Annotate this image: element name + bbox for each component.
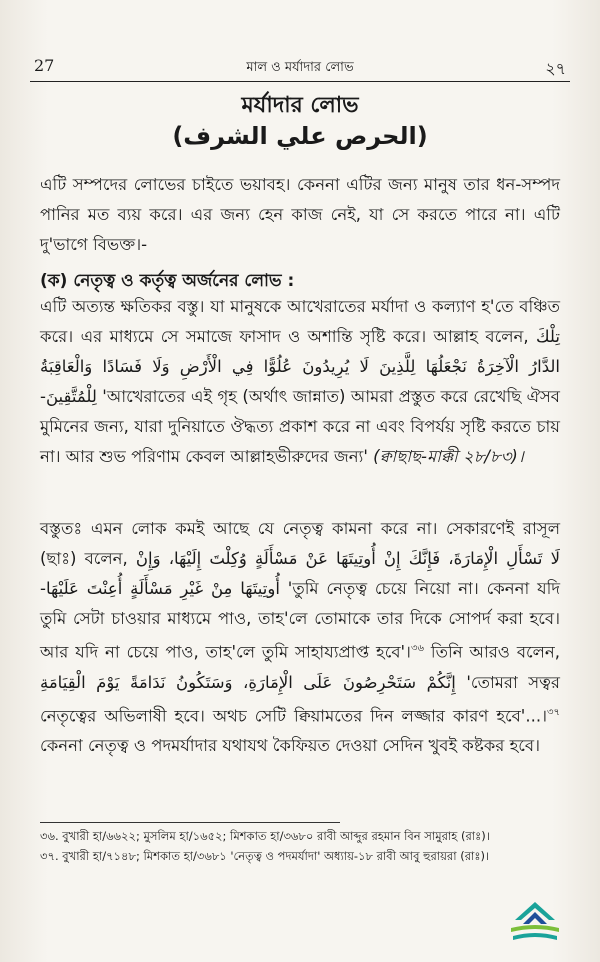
also-says: তিনি আরও বলেন, (430, 642, 561, 662)
page-number-bangla: ২৭ (545, 59, 566, 78)
chapter-subtitle-arabic: (الحرص علي الشرف) (172, 122, 428, 150)
section-heading: (ক) নেতৃত্ব ও কর্তৃত্ব অর্জনের লোভ : (40, 271, 295, 291)
paragraph-harm-text: এটি অত্যন্ত ক্ষতিকর বস্তু। যা মানুষকে আখেরাতের মর্যাদা ও কল্যাণ হ'তে বঞ্চিত করে। এর মাধ্যমে সে সমাজে ফাসাদ ও অশান্তি সৃষ্টি করে। (40, 297, 560, 346)
hadith-1-arabic: لَا تَسْأَلِ الْإِمَارَةَ، فَإِنَّكَ إِنْ أُوتِيتَهَا عَنْ مَسْأَلَةٍ وُكِلْتَ إِلَيْهَا، وَإِنْ أُوتِيتَهَا مِنْ غَيْرِ مَسْأَلَةٍ أُعِنْتَ عَلَيْهَا- (40, 549, 561, 598)
publisher-logo-icon (505, 898, 565, 948)
header-rule (30, 81, 570, 82)
chapter-title: মর্যাদার লোভ (241, 93, 359, 118)
paragraph-leadership-end: কেননা নেতৃত্ব ও পদমর্যাদার যথাযথ কৈফিয়ত দেওয়া সেদিন খুবই কষ্টকর হবে। (40, 736, 540, 755)
ayah-reference: (ক্বাছাছ-মাক্কী ২৮/৮৩)। (373, 447, 524, 466)
paragraph-leadership-start: বস্তুতঃ এমন লোক কমই আছে যে নেতৃত্ব কামনা করে না। সেকারণেই রাসূল (ছাঃ) বলেন, (40, 519, 560, 568)
hadith-2-translation: 'তোমরা সত্বর নেতৃত্বের অভিলাষী হবে। অথচ সেটি ক্বিয়ামতের দিন লজ্জার কারণ হবে'...। (40, 672, 560, 725)
hadith-1-translation: 'তুমি নেতৃত্ব চেয়ে নিয়ো না। কেননা যদি তুমি সেটা চাওয়ার মাধ্যমে পাও, তাহ'লে তোমাকে তার দিকে সোপর্দ করা হবে। আর যদি না চেয়ে পাও, তাহ'লে তুমি সাহায্যপ্রাপ্ত হবে'। (40, 579, 561, 662)
quran-ayah: تِلْكَ الدَّارُ الْآخِرَةُ نَجْعَلُهَا لِلَّذِينَ لَا يُرِيدُونَ عُلُوًّا فِي الْأَرْضِ وَلَا فَسَادًا وَالْعَاقِبَةُ لِلْمُتَّقِينَ- (40, 327, 560, 406)
footnote-mark-37: ৩৭ (546, 706, 560, 718)
paragraph-intro: এটি সম্পদের লোভের চাইতে ভয়াবহ। কেননা এটির জন্য মানুষ তার ধন-সম্পদ পানির মত ব্যয় করে। এর জন্য হেন কাজ নেই, যা সে করতে পারে না। এটি দু'ভাগে বিভক্ত।- (40, 175, 560, 254)
running-title: মাল ও মর্যাদার লোভ (246, 60, 354, 75)
page-number-latin: 27 (34, 56, 55, 75)
allah-says: আল্লাহ বলেন, (433, 327, 529, 346)
hadith-2-arabic: إِنَّكُمْ سَتَحْرِصُونَ عَلَى الْإِمَارَةِ، وَسَتَكُونُ نَدَامَةً يَوْمَ الْقِيَامَةِ (40, 672, 456, 692)
footnote-mark-36: ৩৬ (410, 643, 424, 654)
ayah-translation: 'আখেরাতের এই গৃহ (অর্থাৎ জান্নাত) আমরা প্রস্তুত করে রেখেছি ঐসব মুমিনের জন্য, যারা দুনিয়াতে ঔদ্ধত্য প্রকাশ করে না এবং বিপর্যয় সৃষ্টি করতে চায় না। আর শুভ পরিণাম কেবল আল্লাহভীরুদের জন্য' (40, 387, 560, 466)
footnotes (40, 826, 560, 866)
paragraph-leadership (40, 514, 560, 761)
paragraph-harm (40, 292, 560, 472)
footnote-37: ৩৭. বুখারী হা/৭১৪৮; মিশকাত হা/৩৬৮১ 'নেতৃত্ব ও পদমর্যাদা' অধ্যায়-১৮ রাবী আবু হুরায়রা (রাঃ)। (40, 849, 490, 863)
footnote-rule (40, 822, 340, 823)
page-header (30, 54, 570, 82)
footnote-36: ৩৬. বুখারী হা/৬৬২২; মুসলিম হা/১৬৫২; মিশকাত হা/৩৬৮০ রাবী আব্দুর রহমান বিন সামুরাহ (রাঃ)। (40, 829, 490, 843)
